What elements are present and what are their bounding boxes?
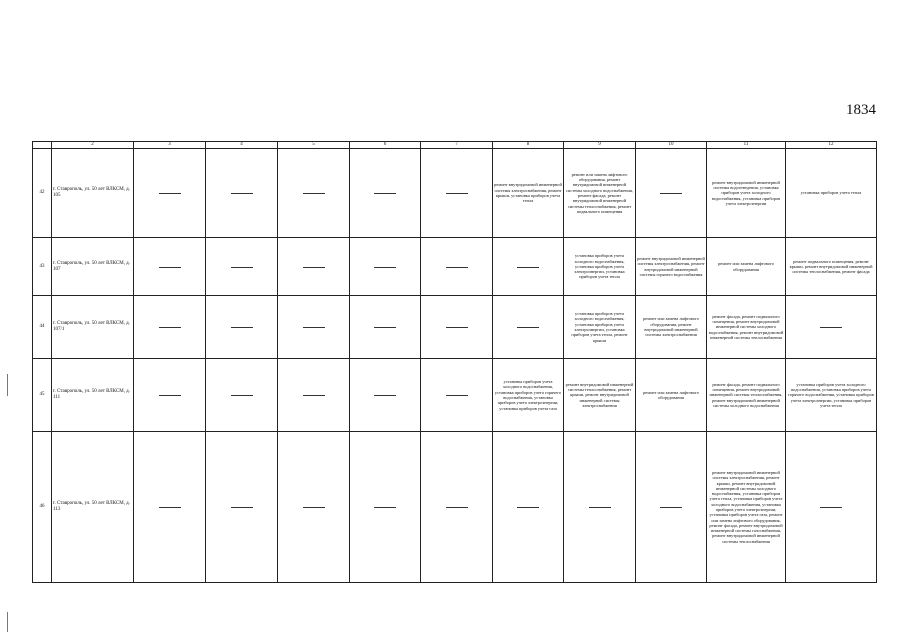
work-description-cell: установка приборов учета холодного водоснабжения, установка приборов учета горячего водоснабжения, установка приборов учета электроэнергии, установка приборов учета тепла <box>786 359 877 432</box>
dash-mark <box>820 327 842 328</box>
empty-cell-dash <box>134 359 206 432</box>
dash-mark <box>517 507 539 508</box>
empty-cell-dash <box>134 238 206 296</box>
work-description-cell: ремонт внутридомовой инженерной системы электроснабжения, ремонт крыши, установка приборов учета тепла <box>493 149 564 238</box>
dash-mark <box>159 395 181 396</box>
dash-mark <box>374 327 396 328</box>
empty-cell-dash <box>206 359 278 432</box>
dash-mark <box>446 395 468 396</box>
empty-cell-dash <box>134 296 206 359</box>
column-number: 11 <box>707 142 786 149</box>
empty-cell-dash <box>350 296 421 359</box>
address-cell: г. Ставрополь, ул. 50 лет ВЛКСМ, д. 107 <box>52 238 134 296</box>
empty-cell-dash <box>350 238 421 296</box>
empty-cell-dash <box>278 149 350 238</box>
address-cell: г. Ставрополь, ул. 50 лет ВЛКСМ, д. 107/1 <box>52 296 134 359</box>
table-row <box>33 432 877 583</box>
empty-cell-dash <box>493 238 564 296</box>
column-number: 4 <box>206 142 278 149</box>
empty-cell-dash <box>350 432 421 583</box>
binding-mark <box>7 612 8 632</box>
address-cell: г. Ставрополь, ул. 50 лет ВЛКСМ, д. 113 <box>52 432 134 583</box>
dash-mark <box>820 507 842 508</box>
empty-cell-dash <box>493 432 564 583</box>
work-description-cell: ремонт внутридомовой инженерной системы теплоснабжения, ремонт крыши, ремонт внутридомовой инженерной системы электроснабжения <box>564 359 636 432</box>
empty-cell-dash <box>134 432 206 583</box>
work-description-cell: ремонт или замена лифтового оборудования, ремонт внутридомовой инженерной системы электроснабжения <box>636 296 707 359</box>
dash-mark <box>303 193 325 194</box>
column-number: 5 <box>278 142 350 149</box>
dash-mark <box>303 395 325 396</box>
dash-mark <box>446 507 468 508</box>
dash-mark <box>446 327 468 328</box>
work-description-cell: ремонт внутридомовой инженерной системы водоотведения, установка приборов учета холодного водоснабжения, установка приборов учета электроэнергии <box>707 149 786 238</box>
dash-mark <box>231 193 253 194</box>
empty-cell-dash <box>636 149 707 238</box>
dash-mark <box>303 507 325 508</box>
work-description-cell: ремонт внутридомовой инженерной системы электроснабжения, ремонт внутридомовой инженерной системы горячего водоснабжения <box>636 238 707 296</box>
column-number: 8 <box>493 142 564 149</box>
empty-cell-dash <box>421 296 493 359</box>
empty-cell-dash <box>636 432 707 583</box>
work-description-cell: ремонт фасада, ремонт подвального помещения, ремонт внутридомовой инженерной системы холодного водоснабжения, ремонт внутридомовой инженерной системы теплоснабжения <box>707 296 786 359</box>
empty-cell-dash <box>278 432 350 583</box>
empty-cell-dash <box>350 359 421 432</box>
dash-mark <box>446 193 468 194</box>
dash-mark <box>231 327 253 328</box>
dash-mark <box>589 507 611 508</box>
table-row <box>33 238 877 296</box>
work-description-cell: установка приборов учета холодного водоснабжения, установка приборов учета электроэнергии, установка приборов учета тепла <box>564 238 636 296</box>
row-number: 44 <box>33 296 52 359</box>
column-number: 12 <box>786 142 877 149</box>
repair-schedule-table <box>32 141 877 583</box>
empty-cell-dash <box>206 238 278 296</box>
column-number-row <box>33 142 877 149</box>
address-cell: г. Ставрополь, ул. 50 лет ВЛКСМ, д. 105 <box>52 149 134 238</box>
empty-cell-dash <box>786 296 877 359</box>
column-number: 10 <box>636 142 707 149</box>
address-cell: г. Ставрополь, ул. 50 лет ВЛКСМ, д. 111 <box>52 359 134 432</box>
dash-mark <box>231 507 253 508</box>
empty-cell-dash <box>278 296 350 359</box>
empty-cell-dash <box>206 296 278 359</box>
dash-mark <box>159 267 181 268</box>
work-description-cell: установка приборов учета холодного водоснабжения, установка приборов учета электроэнергии, установка приборов учета тепла, ремонт крыши <box>564 296 636 359</box>
empty-cell-dash <box>786 432 877 583</box>
dash-mark <box>446 267 468 268</box>
work-description-cell: ремонт фасада, ремонт подвального помещения, ремонт внутридомовой инженерной системы теплоснабжения, ремонт внутридомовой инженерной системы холодного водоснабжения <box>707 359 786 432</box>
column-number <box>33 142 52 149</box>
work-description-cell: ремонт или замена лифтового оборудования <box>636 359 707 432</box>
dash-mark <box>159 327 181 328</box>
dash-mark <box>517 327 539 328</box>
dash-mark <box>231 267 253 268</box>
dash-mark <box>374 507 396 508</box>
dash-mark <box>231 395 253 396</box>
dash-mark <box>159 193 181 194</box>
empty-cell-dash <box>564 432 636 583</box>
work-description-cell: ремонт подвального помещения, ремонт крыши, ремонт внутридомовой инженерной системы теплоснабжения, ремонт фасада <box>786 238 877 296</box>
empty-cell-dash <box>278 359 350 432</box>
empty-cell-dash <box>421 432 493 583</box>
dash-mark <box>374 193 396 194</box>
column-number: 6 <box>350 142 421 149</box>
column-number: 7 <box>421 142 493 149</box>
work-description-cell: ремонт или замена лифтового оборудования <box>707 238 786 296</box>
dash-mark <box>374 395 396 396</box>
dash-mark <box>303 327 325 328</box>
dash-mark <box>517 267 539 268</box>
column-number: 9 <box>564 142 636 149</box>
work-description-cell: ремонт или замена лифтового оборудования, ремонт внутридомовой инженерной системы холодного водоснабжения, ремонт фасада, ремонт внутридомовой инженерной системы теплоснабжения, ремонт подвального помещения <box>564 149 636 238</box>
work-description-cell: установка приборов учета тепла <box>786 149 877 238</box>
empty-cell-dash <box>206 149 278 238</box>
empty-cell-dash <box>350 149 421 238</box>
work-description-cell: установка приборов учета холодного водоснабжения, установка приборов учета горячего водоснабжения, установка приборов учета электроэнергии, установка приборов учета газа <box>493 359 564 432</box>
dash-mark <box>660 193 682 194</box>
row-number: 43 <box>33 238 52 296</box>
empty-cell-dash <box>134 149 206 238</box>
column-number: 3 <box>134 142 206 149</box>
table-row <box>33 149 877 238</box>
table-row <box>33 296 877 359</box>
dash-mark <box>159 507 181 508</box>
empty-cell-dash <box>421 149 493 238</box>
binding-mark <box>7 374 8 396</box>
row-number: 45 <box>33 359 52 432</box>
work-description-cell: ремонт внутридомовой инженерной системы электроснабжения, ремонт крыши, ремонт внутридомовой инженерной системы холодного водоснабжения, установка приборов учета тепла, установка приборов учета холодного водоснабжения, установка приборов учета электроэнергии, установка приборов учета газа, ремонт или замена лифтового оборудования, ремонт фасада, ремонт внутридомовой инженерной системы газоснабжения, ремонт внутридомовой инженерной системы теплоснабжения <box>707 432 786 583</box>
page-number: 1834 <box>846 102 876 118</box>
empty-cell-dash <box>206 432 278 583</box>
dash-mark <box>374 267 396 268</box>
empty-cell-dash <box>278 238 350 296</box>
empty-cell-dash <box>421 359 493 432</box>
row-number: 46 <box>33 432 52 583</box>
empty-cell-dash <box>493 296 564 359</box>
row-number: 42 <box>33 149 52 238</box>
dash-mark <box>303 267 325 268</box>
empty-cell-dash <box>421 238 493 296</box>
column-number: 2 <box>52 142 134 149</box>
dash-mark <box>660 507 682 508</box>
table-row <box>33 359 877 432</box>
